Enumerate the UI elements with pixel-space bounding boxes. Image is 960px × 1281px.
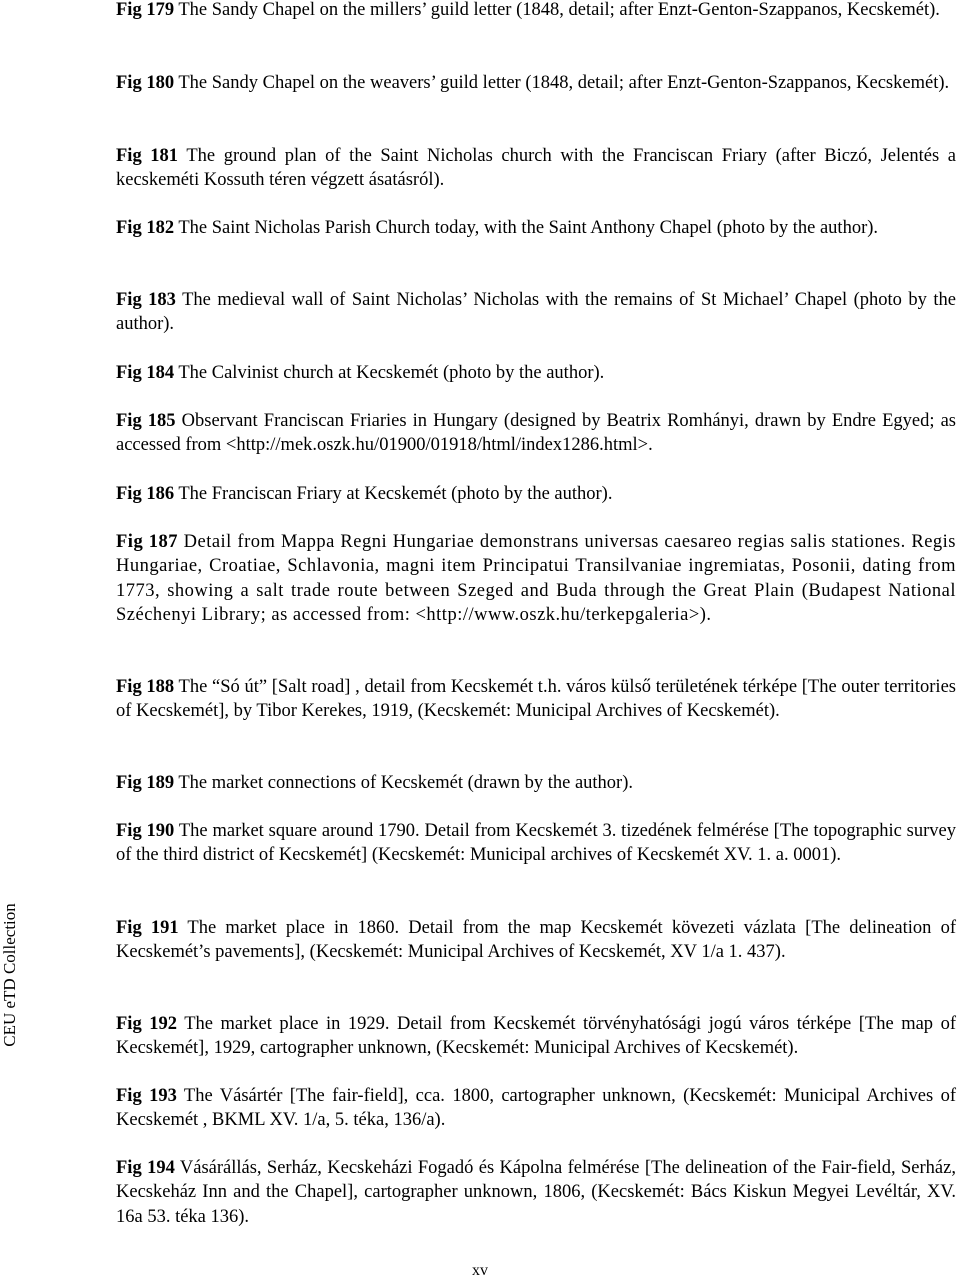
figure-caption: The Sandy Chapel on the millers’ guild letter (1848, detail; after Enzt-Genton-Szappanos, Kecskemét). bbox=[178, 0, 940, 20]
figure-entry bbox=[116, 1084, 956, 1133]
figure-number: Fig 192 bbox=[116, 1014, 177, 1034]
figure-caption: The market square around 1790. Detail from Kecskemét 3. tizedének felmérése [The topographic survey of the third district of Kecskemét] (Kecskemét: Municipal archives of Kecskemét XV. 1. a. 0001). bbox=[116, 821, 956, 866]
figure-number: Fig 194 bbox=[116, 1158, 175, 1178]
figure-number: Fig 180 bbox=[116, 73, 175, 93]
figure-entry bbox=[116, 361, 956, 385]
figure-caption: The Vásártér [The fair-field], cca. 1800, cartographer unknown, (Kecskemét: Municipal Archives of Kecskemét , BKML XV. 1/a, 5. téka, 136/a). bbox=[116, 1086, 956, 1131]
figure-caption: The “Só út” [Salt road] , detail from Kecskemét t.h. város külső területének térképe [The outer territories of Kecskemét], by Tibor Kerekes, 1919, (Kecskemét: Municipal Archives of Kecskemét). bbox=[116, 677, 956, 722]
figure-entry bbox=[116, 1156, 956, 1229]
figure-number: Fig 190 bbox=[116, 821, 175, 841]
figure-entry bbox=[116, 216, 956, 240]
figure-number: Fig 187 bbox=[116, 532, 179, 552]
figure-number: Fig 182 bbox=[116, 218, 175, 238]
figure-number: Fig 188 bbox=[116, 677, 175, 697]
figure-caption: The ground plan of the Saint Nicholas church with the Franciscan Friary (after Biczó, Jelentés a kecskeméti Kossuth téren végzett ásatásról). bbox=[116, 146, 956, 191]
figure-entry bbox=[116, 144, 956, 193]
figure-caption: The Saint Nicholas Parish Church today, with the Saint Anthony Chapel (photo by the author). bbox=[178, 218, 879, 238]
figure-entry bbox=[116, 409, 956, 458]
figure-entry bbox=[116, 916, 956, 965]
figure-entry bbox=[116, 675, 956, 724]
figure-caption: Observant Franciscan Friaries in Hungary (designed by Beatrix Romhányi, drawn by Endre Egyed; as accessed from <http://mek.oszk.hu/01900/01918/html/index1286.html>. bbox=[116, 411, 956, 456]
figure-caption: The market place in 1860. Detail from the map Kecskemét kövezeti vázlata [The delineation of Kecskemét’s pavements], (Kecskemét: Municipal Archives of Kecskemét, XV 1/a 1. 437). bbox=[116, 918, 956, 963]
figure-number: Fig 179 bbox=[116, 0, 175, 20]
figure-entry bbox=[116, 1012, 956, 1061]
figure-entry bbox=[116, 530, 956, 628]
figure-number: Fig 181 bbox=[116, 146, 179, 166]
figure-entry bbox=[116, 819, 956, 868]
figure-number: Fig 189 bbox=[116, 773, 175, 793]
figure-number: Fig 183 bbox=[116, 290, 176, 310]
figure-caption: The Calvinist church at Kecskemét (photo by the author). bbox=[178, 363, 605, 383]
figure-entry bbox=[116, 482, 956, 506]
figure-caption: The market place in 1929. Detail from Kecskemét törvényhatósági jogú város térképe [The map of Kecskemét], 1929, cartographer unknown, (Kecskemét: Municipal Archives of Kecskemét). bbox=[116, 1014, 956, 1059]
figure-entry bbox=[116, 288, 956, 337]
figure-number: Fig 193 bbox=[116, 1086, 177, 1106]
figure-number: Fig 191 bbox=[116, 918, 179, 938]
collection-watermark bbox=[0, 890, 20, 1060]
figure-caption: Vásárállás, Serház, Kecskeházi Fogadó és Kápolna felmérése [The delineation of the Fair-field, Serház, Kecskeház Inn and the Chapel], cartographer unknown, 1806, (Kecskemét: Bács Kiskun Megyei Levéltár, XV. 16a 53. téka 136). bbox=[116, 1158, 956, 1227]
figure-entry bbox=[116, 71, 956, 95]
page-number: xv bbox=[472, 1262, 488, 1279]
collection-watermark-text: CEU eTD Collection bbox=[0, 903, 19, 1047]
figure-entry bbox=[116, 0, 956, 22]
figure-number: Fig 184 bbox=[116, 363, 175, 383]
figure-caption: The medieval wall of Saint Nicholas’ Nicholas with the remains of St Michael’ Chapel (photo by the author). bbox=[116, 290, 956, 335]
figure-number: Fig 186 bbox=[116, 484, 175, 504]
figure-number: Fig 185 bbox=[116, 411, 176, 431]
figure-caption: The market connections of Kecskemét (drawn by the author). bbox=[178, 773, 633, 793]
figure-entry bbox=[116, 771, 956, 795]
figure-caption: Detail from Mappa Regni Hungariae demonstrans universas caesareo regias salis stationes. Regis Hungariae, Croatiae, Schlavonia, magni item Principatui Transilvaniae ingremiatas, Posonii, dating from 1773, showing a salt trade route between Szeged and Buda through the Great Plain (Budapest National Széchenyi Library; as accessed from: <http://www.oszk.hu/terkepgaleria>). bbox=[116, 532, 956, 626]
figure-caption: The Sandy Chapel on the weavers’ guild letter (1848, detail; after Enzt-Genton-Szappanos, Kecskemét). bbox=[178, 73, 950, 93]
figure-caption: The Franciscan Friary at Kecskemét (photo by the author). bbox=[178, 484, 613, 504]
